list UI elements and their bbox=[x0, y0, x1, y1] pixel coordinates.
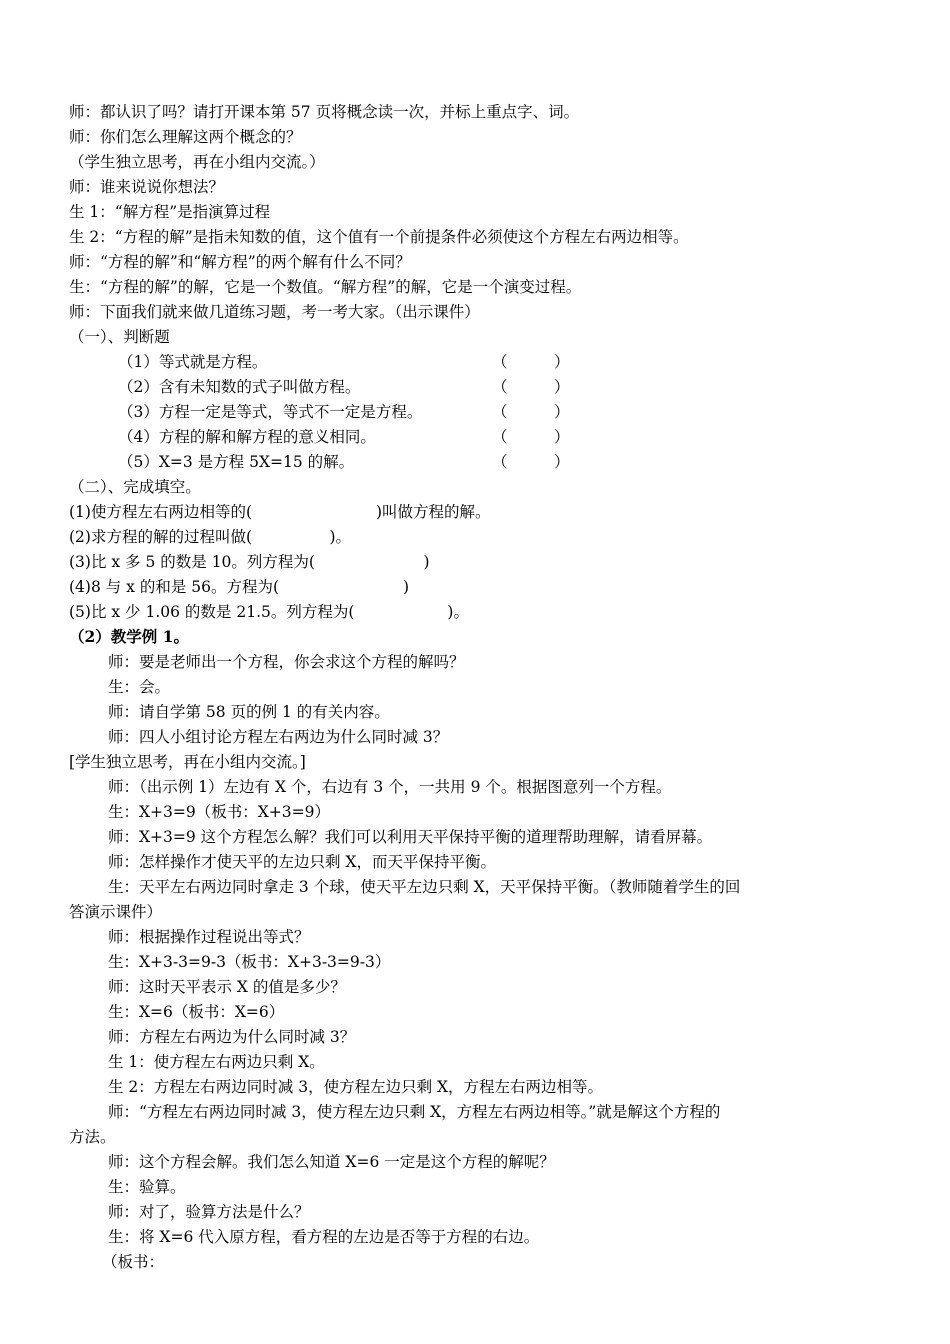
dialogue-line: 方法。 bbox=[69, 1128, 116, 1146]
dialogue-line: 师：根据操作过程说出等式？ bbox=[108, 928, 310, 946]
text-line: 生 2：“方程的解”是指未知数的值，这个值有一个前提条件必须使这个方程左右两边相等。 bbox=[69, 228, 689, 246]
dialogue-line: [学生独立思考，再在小组内交流。] bbox=[69, 753, 306, 771]
dialogue-line: 师：（出示例 1）左边有 X 个，右边有 3 个，一共用 9 个。根据图意列一个方程。 bbox=[108, 778, 672, 796]
judge-answer-blank: （ ） bbox=[492, 378, 570, 396]
dialogue-line: 师：请自学第 58 页的例 1 的有关内容。 bbox=[108, 703, 390, 721]
dialogue-line: 答演示课件） bbox=[69, 903, 163, 921]
text-line: 师：都认识了吗？请打开课本第 57 页将概念读一次，并标上重点字、词。 bbox=[69, 103, 580, 121]
fill-item: (5)比 x 少 1.06 的数是 21.5。列方程为( )。 bbox=[69, 603, 469, 621]
dialogue-line: 生：X+3=9（板书：X+3=9） bbox=[108, 803, 330, 821]
dialogue-line: 生：X+3-3=9-3（板书：X+3-3=9-3） bbox=[108, 953, 391, 971]
dialogue-line: 师：X+3=9 这个方程怎么解？我们可以利用天平保持平衡的道理帮助理解，请看屏幕。 bbox=[108, 828, 713, 846]
text-line: 师：“方程的解”和“解方程”的两个解有什么不同？ bbox=[69, 253, 411, 271]
dialogue-line: 生：天平左右两边同时拿走 3 个球，使天平左边只剩 X，天平保持平衡。（教师随着学生的回 bbox=[108, 878, 741, 896]
section-heading-fill: （二）、完成填空。 bbox=[69, 478, 201, 496]
dialogue-line: 生：验算。 bbox=[108, 1178, 186, 1196]
fill-item: (4)8 与 x 的和是 56。方程为( ) bbox=[69, 578, 410, 596]
judge-answer-blank: （ ） bbox=[492, 403, 570, 421]
text-line: 生：“方程的解”的解，它是一个数值。“解方程”的解，它是一个演变过程。 bbox=[69, 278, 582, 296]
text-line: 师：下面我们就来做几道练习题，考一考大家。（出示课件） bbox=[69, 303, 480, 321]
dialogue-line: 生：X=6（板书：X=6） bbox=[108, 1003, 285, 1021]
judge-item: （4）方程的解和解方程的意义相同。 bbox=[118, 428, 376, 446]
judge-answer-blank: （ ） bbox=[492, 353, 570, 371]
dialogue-line: 师：方程左右两边为什么同时减 3？ bbox=[108, 1028, 356, 1046]
text-line: 师：你们怎么理解这两个概念的？ bbox=[69, 128, 302, 146]
dialogue-line: 生：会。 bbox=[108, 678, 171, 696]
dialogue-line: 生 1：使方程左右两边只剩 X。 bbox=[108, 1053, 325, 1071]
judge-answer-blank: （ ） bbox=[492, 428, 570, 446]
section-heading-example: （2）教学例 1。 bbox=[69, 627, 189, 646]
text-line: 生 1：“解方程”是指演算过程 bbox=[69, 203, 271, 221]
text-line: （学生独立思考，再在小组内交流。） bbox=[69, 153, 325, 171]
dialogue-line: 师：对了，验算方法是什么？ bbox=[108, 1203, 310, 1221]
dialogue-line: 生 2：方程左右两边同时减 3，使方程左边只剩 X，方程左右两边相等。 bbox=[108, 1078, 604, 1096]
judge-item: （5）X=3 是方程 5X=15 的解。 bbox=[118, 453, 355, 471]
judge-item: （1）等式就是方程。 bbox=[118, 353, 268, 371]
judge-item: （2）含有未知数的式子叫做方程。 bbox=[118, 378, 361, 396]
judge-answer-blank: （ ） bbox=[492, 453, 570, 471]
dialogue-line: 师：怎样操作才使天平的左边只剩 X，而天平保持平衡。 bbox=[108, 853, 496, 871]
dialogue-line: 生：将 X=6 代入原方程，看方程的左边是否等于方程的右边。 bbox=[108, 1228, 540, 1246]
fill-item: (3)比 x 多 5 的数是 10。列方程为( ) bbox=[69, 553, 430, 571]
fill-item: (1)使方程左右两边相等的( )叫做方程的解。 bbox=[69, 503, 491, 521]
judge-item: （3）方程一定是等式，等式不一定是方程。 bbox=[118, 403, 423, 421]
text-line: 师：谁来说说你想法？ bbox=[69, 178, 225, 196]
dialogue-line: 师：四人小组讨论方程左右两边为什么同时减 3？ bbox=[108, 728, 449, 746]
dialogue-line: 师：这个方程会解。我们怎么知道 X=6 一定是这个方程的解呢？ bbox=[108, 1153, 555, 1171]
dialogue-line: 师：这时天平表示 X 的值是多少？ bbox=[108, 978, 346, 996]
section-heading-judge: （一）、判断题 bbox=[69, 328, 170, 346]
dialogue-line: 师：要是老师出一个方程，你会求这个方程的解吗？ bbox=[108, 653, 465, 671]
dialogue-line: （板书： bbox=[102, 1253, 165, 1271]
dialogue-line: 师：“方程左右两边同时减 3，使方程左边只剩 X，方程左右两边相等。”就是解这个方程的 bbox=[108, 1103, 721, 1121]
fill-item: (2)求方程的解的过程叫做( )。 bbox=[69, 528, 352, 546]
